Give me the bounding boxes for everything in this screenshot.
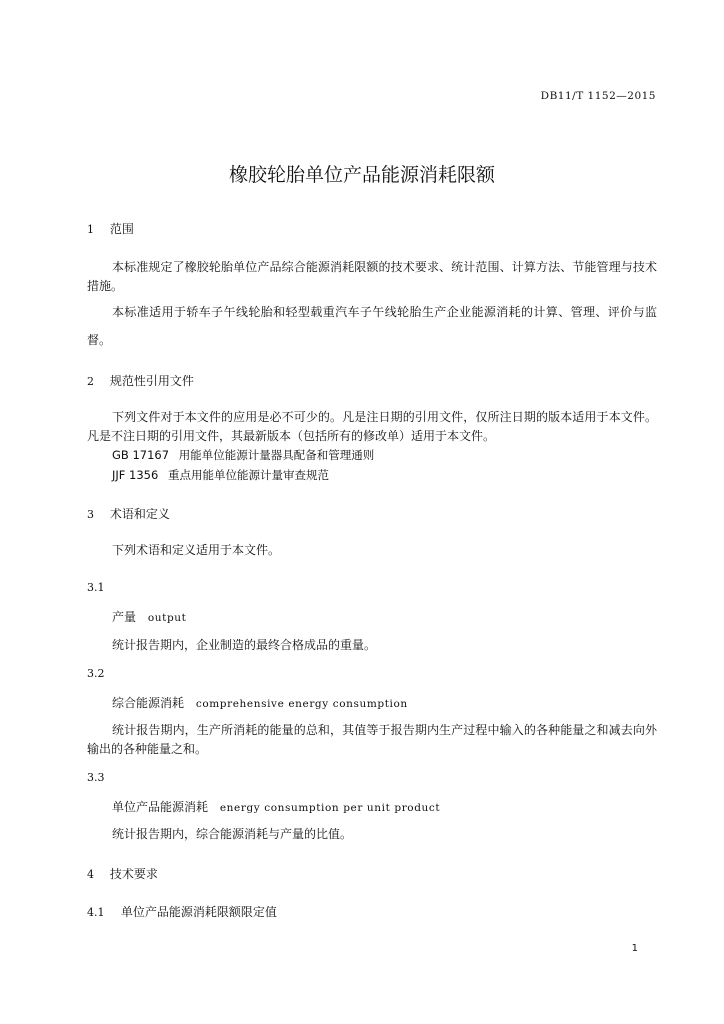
section-1-title: 范围 (109, 222, 134, 236)
term-chinese: 综合能源消耗 (112, 696, 185, 710)
term-number: 3.1 (87, 581, 105, 594)
term-chinese: 单位产品能源消耗 (112, 800, 209, 814)
section-1-paragraph-2: 本标准适用于轿车子午线轮胎和轻型载重汽车子午线轮胎生产企业能源消耗的计算、管理、评价与监督。 (87, 305, 657, 347)
section-3-paragraph-1: 下列术语和定义适用于本文件。 (112, 543, 281, 557)
section-3-heading (87, 505, 170, 522)
subsection-4-1-title: 单位产品能源消耗限额限定值 (120, 905, 277, 919)
reference-title: 重点用能单位能源计量审查规范 (167, 468, 329, 482)
section-4-title: 技术要求 (109, 867, 158, 881)
section-1-number: 1 (87, 223, 94, 236)
term-english: comprehensive energy consumption (195, 698, 408, 710)
reference-title: 用能单位能源计量器具配备和管理通则 (178, 448, 375, 462)
section-4-heading (87, 865, 158, 882)
document-title: 橡胶轮胎单位产品能源消耗限额 (228, 164, 495, 186)
section-1-heading (87, 220, 134, 237)
section-1-paragraph-1: 本标准规定了橡胶轮胎单位产品综合能源消耗限额的技术要求、统计范围、计算方法、节能管理与技术措施。 (87, 260, 657, 293)
page-number: 1 (631, 943, 638, 954)
reference-code: GB 17167 (112, 448, 170, 462)
reference-code: JJF 1356 (112, 468, 159, 482)
term-heading (112, 798, 440, 815)
section-2-title: 规范性引用文件 (109, 374, 194, 388)
term-heading (112, 694, 408, 711)
section-3-title: 术语和定义 (109, 507, 170, 521)
section-3-number: 3 (87, 508, 94, 521)
term-heading (112, 608, 186, 625)
term-english: energy consumption per unit product (219, 802, 441, 814)
term-definition: 统计报告期内，生产所消耗的能量的总和，其值等于报告期内生产过程中输入的各种能量之和减去向外输出的各种能量之和。 (87, 723, 657, 756)
standard-number: DB11/T 1152—2015 (540, 90, 656, 102)
term-definition: 统计报告期内，综合能源消耗与产量的比值。 (112, 827, 353, 841)
term-definition: 统计报告期内，企业制造的最终合格成品的重量。 (112, 638, 377, 652)
section-2-paragraph-1: 下列文件对于本文件的应用是必不可少的。凡是注日期的引用文件，仅所注日期的版本适用于本文件。凡是不注日期的引用文件，其最新版本（包括所有的修改单）适用于本文件。 (87, 410, 657, 443)
section-2-heading (87, 372, 194, 389)
reference-item (112, 447, 374, 463)
section-4-number: 4 (87, 868, 94, 881)
term-number: 3.2 (87, 667, 105, 680)
term-chinese: 产量 (112, 610, 137, 624)
term-english: output (147, 612, 187, 624)
term-number: 3.3 (87, 771, 105, 784)
subsection-4-1-number: 4.1 (87, 906, 105, 919)
section-2-number: 2 (87, 375, 94, 388)
reference-item (112, 467, 329, 483)
subsection-4-1-heading (87, 903, 277, 920)
